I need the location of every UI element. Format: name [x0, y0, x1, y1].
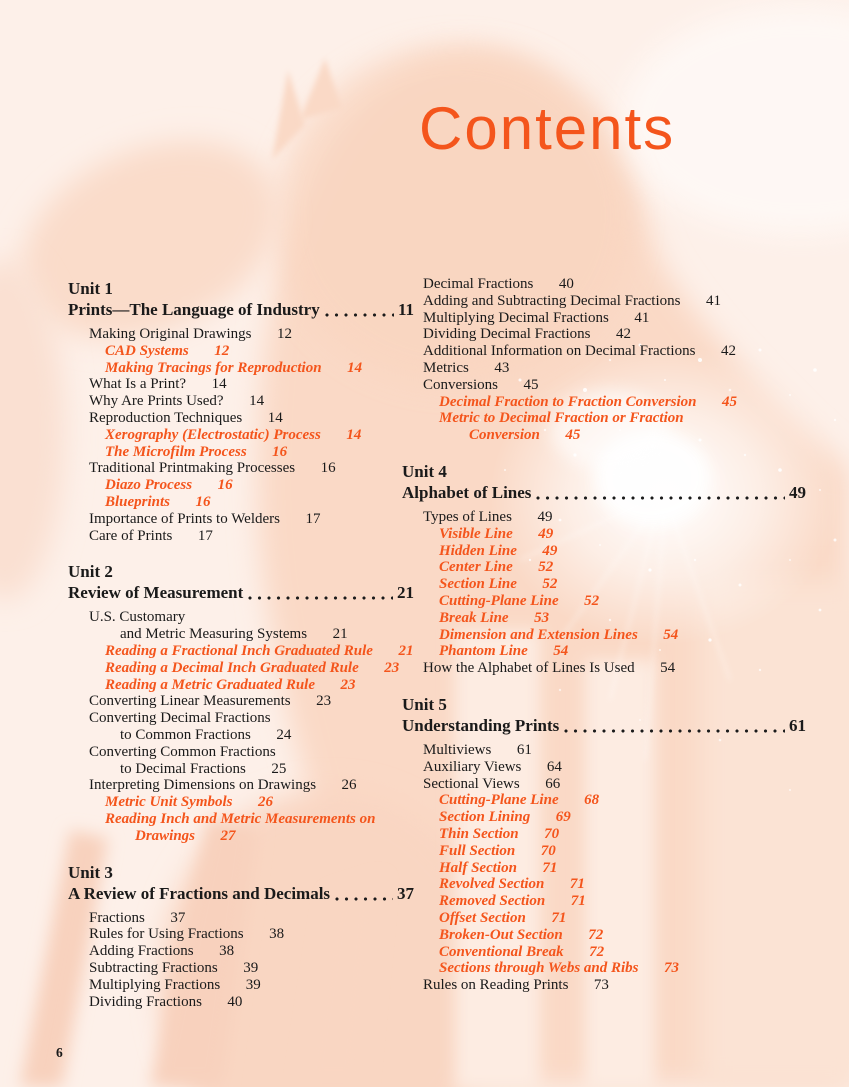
- toc-entry: [68, 511, 414, 528]
- entry-page: 16: [195, 493, 211, 510]
- entry-page: 21: [398, 642, 414, 659]
- toc-entry: [402, 610, 806, 627]
- entry-text: Thin Section: [439, 825, 519, 842]
- toc-entry: [68, 777, 414, 794]
- toc-entry: [402, 893, 806, 910]
- toc-unit: [68, 862, 414, 1011]
- entry-text: Making Tracings for Reproduction: [105, 359, 322, 376]
- entry-page: 71: [542, 859, 558, 876]
- entry-text: How the Alphabet of Lines Is Used: [423, 660, 635, 677]
- toc-entry: [402, 876, 806, 893]
- entry-text: Care of Prints: [89, 527, 173, 544]
- toc-entry: [402, 792, 806, 809]
- toc-unit: [402, 461, 806, 677]
- toc-unit: [402, 694, 806, 994]
- entry-page: 41: [634, 309, 650, 326]
- entry-page: 40: [227, 993, 243, 1010]
- dot-leader: [564, 729, 785, 733]
- entry-page: 25: [271, 760, 287, 777]
- toc-entry: [402, 360, 806, 377]
- entry-text: Adding Fractions: [89, 943, 194, 960]
- entry-page: 12: [276, 326, 292, 342]
- entry-text: Dividing Decimal Fractions: [423, 326, 591, 343]
- entry-text: CAD Systems: [105, 342, 189, 359]
- toc-entry: [402, 960, 806, 977]
- entry-text: Converting Decimal Fractions: [89, 710, 271, 727]
- entry-page: 71: [569, 876, 585, 893]
- toc-entry: [402, 509, 806, 526]
- toc-entry: [68, 960, 414, 977]
- entry-text: Rules on Reading Prints: [423, 977, 569, 994]
- unit-page: 11: [397, 300, 414, 319]
- entry-page: 39: [245, 976, 261, 993]
- entry-page: 16: [272, 443, 288, 460]
- entry-page: 70: [544, 825, 560, 842]
- toc-unit: [68, 561, 414, 844]
- toc-entry: [402, 543, 806, 560]
- toc-unit: [68, 278, 414, 544]
- unit-title: Prints—The Language of Industry: [68, 300, 320, 319]
- entry-text: Sectional Views: [423, 775, 520, 792]
- dot-leader: [248, 596, 393, 600]
- unit-label: Unit 1: [68, 279, 113, 298]
- entry-text: Center Line: [439, 559, 513, 576]
- entry-page: 64: [546, 758, 562, 775]
- toc-column-right: [402, 276, 806, 994]
- toc-entry: [68, 761, 414, 778]
- entry-text: Dimension and Extension Lines: [439, 626, 638, 643]
- entry-page: 73: [664, 960, 680, 977]
- entry-page: 24: [276, 726, 292, 743]
- toc-entry: [402, 643, 806, 660]
- entry-text: Diazo Process: [105, 477, 193, 494]
- toc-entry: [68, 660, 414, 677]
- toc-entry: [68, 710, 414, 727]
- toc-entry: [402, 860, 806, 877]
- entry-text: Break Line: [439, 609, 509, 626]
- entry-page: 42: [615, 326, 631, 343]
- entry-text: Metrics: [423, 359, 469, 376]
- entry-page: 16: [320, 460, 336, 477]
- toc-entry: [402, 927, 806, 944]
- toc-entry: [68, 410, 414, 427]
- toc-entry: [68, 609, 414, 626]
- toc-entry: [402, 977, 806, 994]
- entry-text: Offset Section: [439, 909, 526, 926]
- toc-entry: [68, 460, 414, 477]
- dot-leader: [536, 496, 785, 500]
- entry-text: Drawings: [135, 827, 196, 844]
- toc-entry: [402, 410, 806, 427]
- entry-page: 52: [584, 592, 600, 609]
- unit-label: Unit 5: [402, 694, 447, 714]
- entry-text: Reading a Fractional Inch Graduated Rule: [105, 642, 373, 659]
- entry-page: 66: [545, 775, 561, 792]
- entry-text: Section Lining: [439, 809, 531, 826]
- unit-label: Unit 4: [402, 461, 447, 481]
- entry-text: Dividing Fractions: [89, 993, 202, 1010]
- entry-text: Decimal Fractions: [423, 276, 534, 292]
- toc-entry: [402, 759, 806, 776]
- entry-page: 45: [523, 376, 539, 393]
- entry-text: Reading a Decimal Inch Graduated Rule: [105, 659, 359, 676]
- entry-page: 49: [538, 525, 554, 542]
- entry-text: Multiviews: [423, 741, 492, 758]
- toc-entry: [402, 526, 806, 543]
- entry-page: 71: [551, 909, 567, 926]
- entry-text: Rules for Using Fractions: [89, 926, 244, 943]
- toc-entry: [68, 811, 414, 828]
- entry-page: 54: [660, 660, 676, 677]
- toc-entry: [68, 677, 414, 694]
- entry-text: Converting Common Fractions: [89, 743, 276, 760]
- entry-page: 40: [558, 276, 574, 292]
- entry-page: 17: [197, 527, 213, 544]
- entry-text: Conventional Break: [439, 943, 564, 960]
- entry-text: to Decimal Fractions: [120, 760, 246, 777]
- entry-text: Auxiliary Views: [423, 758, 522, 775]
- entry-text: Importance of Prints to Welders: [89, 510, 280, 527]
- entry-page: 37: [170, 909, 186, 926]
- toc-entry: [402, 377, 806, 394]
- entry-page: 70: [540, 842, 556, 859]
- entry-page: 14: [211, 376, 227, 393]
- entry-page: 23: [340, 676, 356, 693]
- entry-text: Reproduction Techniques: [89, 409, 243, 426]
- entry-text: Conversion: [469, 427, 540, 444]
- toc-entry: [402, 627, 806, 644]
- entry-text: Sections through Webs and Ribs: [439, 960, 639, 977]
- entry-text: Cutting-Plane Line: [439, 592, 559, 609]
- entry-page: 61: [516, 741, 532, 758]
- entry-page: 26: [341, 777, 357, 794]
- toc-entry: [402, 843, 806, 860]
- toc-entry: [68, 326, 414, 343]
- entry-text: Hidden Line: [439, 542, 517, 559]
- entry-page: 54: [663, 626, 679, 643]
- toc-entry: [68, 693, 414, 710]
- entry-page: 16: [217, 477, 233, 494]
- entry-text: Reading a Metric Graduated Rule: [105, 676, 316, 693]
- entry-text: Why Are Prints Used?: [89, 393, 224, 410]
- entry-page: 38: [219, 943, 235, 960]
- entry-text: Revolved Section: [439, 876, 545, 893]
- entry-page: 72: [588, 926, 604, 943]
- entry-page: 45: [722, 393, 738, 410]
- entry-page: 49: [537, 508, 553, 525]
- toc-entry: [402, 809, 806, 826]
- toc-entry: [402, 660, 806, 677]
- entry-text: Section Line: [439, 576, 517, 593]
- entry-text: Full Section: [439, 842, 516, 859]
- page-number: 6: [56, 1045, 63, 1060]
- unit-page: 49: [789, 482, 806, 502]
- toc-entry: [68, 528, 414, 545]
- toc-entry: [402, 559, 806, 576]
- entry-text: Types of Lines: [423, 508, 512, 525]
- entry-page: 52: [542, 576, 558, 593]
- unit-title-row: [68, 582, 414, 603]
- toc-entry: [68, 494, 414, 511]
- entry-page: 69: [555, 809, 571, 826]
- toc-entry: [68, 910, 414, 927]
- toc-entry: [68, 376, 414, 393]
- entry-text: Removed Section: [439, 893, 546, 910]
- entry-page: 41: [705, 292, 721, 309]
- unit-title-row: [402, 482, 806, 503]
- toc-entry: [68, 828, 414, 845]
- toc-entry: [68, 926, 414, 943]
- unit-page: 61: [789, 715, 806, 735]
- entry-text: Making Original Drawings: [89, 326, 252, 342]
- entry-page: 45: [565, 427, 581, 444]
- toc-entry: [68, 444, 414, 461]
- entry-text: Adding and Subtracting Decimal Fractions: [423, 292, 681, 309]
- toc-entry: [68, 744, 414, 761]
- entry-page: 53: [534, 609, 550, 626]
- toc-entry: [402, 826, 806, 843]
- unit-title: Alphabet of Lines: [402, 482, 532, 502]
- entry-text: What Is a Print?: [89, 376, 187, 393]
- page-title: Contents: [419, 95, 676, 162]
- entry-page: 26: [258, 794, 274, 811]
- toc-entry: [68, 427, 414, 444]
- entry-text: Xerography (Electrostatic) Process: [105, 426, 321, 443]
- entry-text: Phantom Line: [439, 643, 528, 660]
- unit-title: A Review of Fractions and Decimals: [68, 883, 331, 903]
- unit-label: Unit 2: [68, 562, 113, 582]
- entry-text: U.S. Customary: [89, 609, 186, 626]
- entry-page: 21: [332, 626, 348, 643]
- toc-entry: [402, 310, 806, 327]
- entry-text: Traditional Printmaking Processes: [89, 460, 296, 477]
- toc-entry: [68, 393, 414, 410]
- entry-page: 71: [570, 893, 586, 910]
- entry-text: Decimal Fraction to Fraction Conversion: [439, 393, 697, 410]
- entry-page: 17: [305, 510, 321, 527]
- toc-entry: [402, 910, 806, 927]
- entry-text: Metric Unit Symbols: [105, 794, 233, 811]
- entry-text: and Metric Measuring Systems: [120, 626, 308, 643]
- toc-entry: [68, 477, 414, 494]
- toc-entry: [68, 977, 414, 994]
- toc-entry: [402, 293, 806, 310]
- entry-text: Converting Linear Measurements: [89, 693, 291, 710]
- entry-text: Multiplying Decimal Fractions: [423, 309, 609, 326]
- toc-column-left: [68, 278, 414, 1010]
- toc-entry: [68, 943, 414, 960]
- entry-text: The Microfilm Process: [105, 443, 247, 460]
- toc-entry: [402, 944, 806, 961]
- entry-text: Half Section: [439, 859, 517, 876]
- entry-text: Metric to Decimal Fraction or Fraction: [439, 410, 684, 427]
- entry-page: 73: [593, 977, 609, 994]
- unit-page: 37: [397, 883, 414, 903]
- unit-title-row: [402, 715, 806, 736]
- entry-page: 23: [316, 693, 332, 710]
- entry-text: Fractions: [89, 909, 145, 926]
- entry-page: 14: [249, 393, 265, 410]
- toc-entry: [402, 593, 806, 610]
- unit-title-row: [68, 299, 414, 320]
- toc-entry: [68, 360, 414, 377]
- entry-page: 49: [542, 542, 558, 559]
- entry-text: Multiplying Fractions: [89, 976, 221, 993]
- entry-page: 14: [347, 359, 363, 376]
- toc-entry: [68, 643, 414, 660]
- toc-entry: [402, 394, 806, 411]
- entry-page: 38: [269, 926, 285, 943]
- unit-title: Understanding Prints: [402, 715, 560, 735]
- entry-page: 72: [589, 943, 605, 960]
- entry-page: 23: [384, 659, 400, 676]
- entry-text: Reading Inch and Metric Measurements on: [105, 810, 376, 827]
- toc-entry: [68, 794, 414, 811]
- unit-label: Unit 3: [68, 862, 113, 882]
- dot-leader: [335, 897, 393, 901]
- entry-page: 39: [243, 959, 259, 976]
- entry-page: 14: [346, 426, 362, 443]
- toc-entry: [68, 727, 414, 744]
- unit-title: Review of Measurement: [68, 583, 244, 603]
- toc-entry: [402, 343, 806, 360]
- toc-entry: [402, 776, 806, 793]
- unit-title-row: [68, 883, 414, 904]
- dot-leader: [325, 313, 394, 317]
- toc-entry: [402, 742, 806, 759]
- toc-entry: [68, 994, 414, 1011]
- entry-text: Blueprints: [105, 493, 171, 510]
- entry-text: Cutting-Plane Line: [439, 792, 559, 809]
- entry-page: 42: [720, 343, 736, 360]
- entry-text: Broken-Out Section: [439, 926, 563, 943]
- entry-page: 14: [267, 409, 283, 426]
- unit-page: 21: [397, 583, 414, 603]
- entry-page: 27: [220, 827, 236, 844]
- toc-entry: [68, 343, 414, 360]
- entry-text: to Common Fractions: [120, 726, 251, 743]
- entry-text: Additional Information on Decimal Fractions: [423, 343, 696, 360]
- toc-entry: [402, 326, 806, 343]
- toc-entry: [402, 576, 806, 593]
- entry-page: 68: [584, 792, 600, 809]
- entry-text: Conversions: [423, 376, 498, 393]
- entry-page: 52: [538, 559, 554, 576]
- toc-entry: [68, 626, 414, 643]
- toc-entry: [402, 276, 806, 293]
- entry-text: Subtracting Fractions: [89, 959, 218, 976]
- entry-page: 43: [494, 359, 510, 376]
- toc-entry: [402, 427, 806, 444]
- entry-page: 12: [214, 342, 230, 359]
- entry-page: 54: [553, 643, 569, 660]
- entry-text: Visible Line: [439, 525, 513, 542]
- entry-text: Interpreting Dimensions on Drawings: [89, 777, 317, 794]
